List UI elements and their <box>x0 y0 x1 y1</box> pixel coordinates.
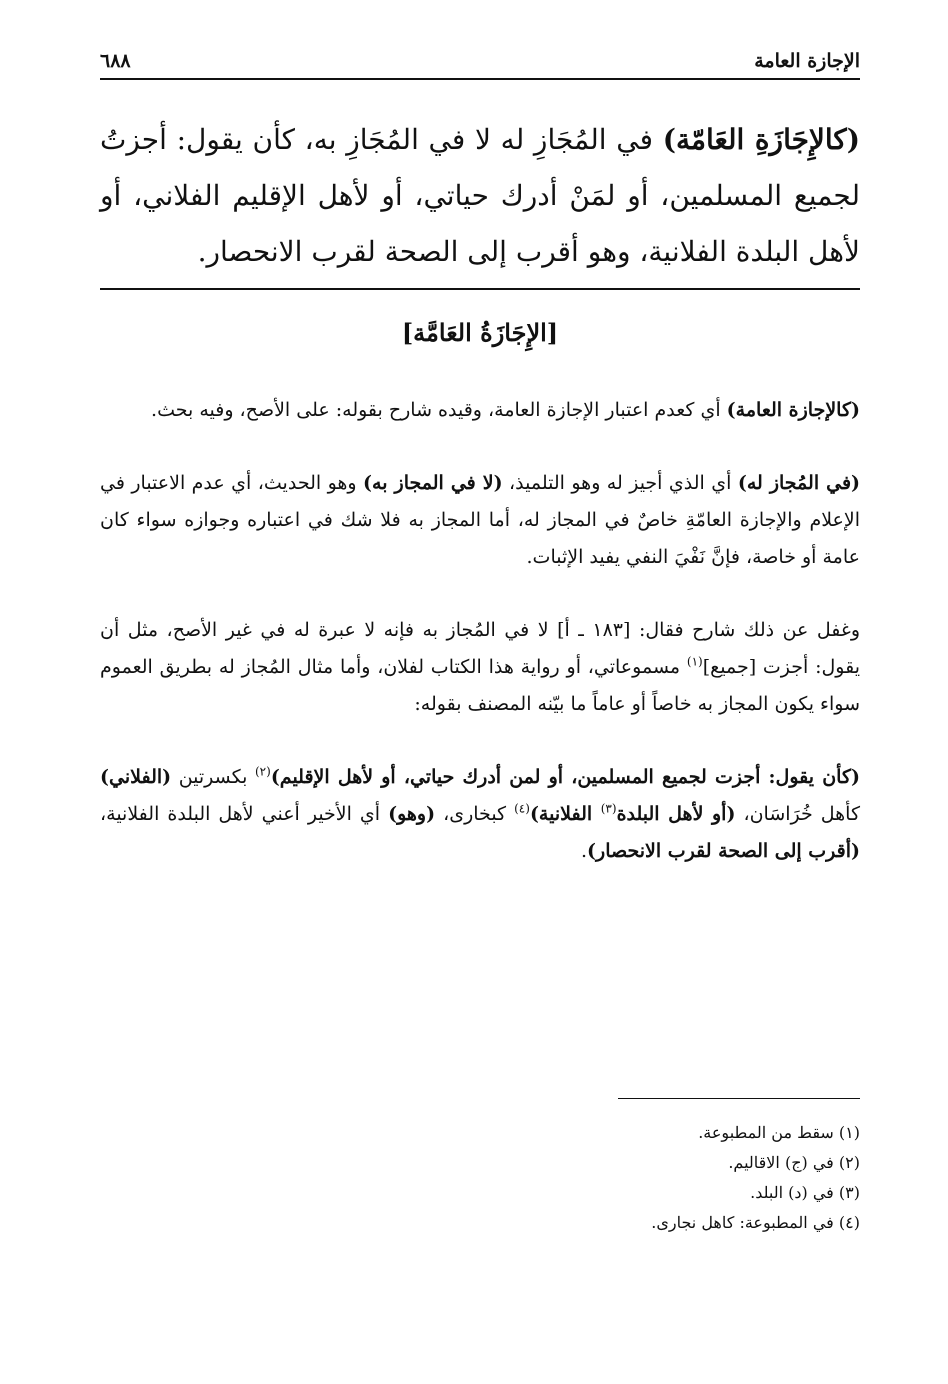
section-title: [الإِجَازَةُ العَامَّة] <box>401 318 559 347</box>
footnote: (٢) في (ج) الاقاليم. <box>728 1153 860 1172</box>
footnote-divider <box>618 1098 860 1099</box>
commentary-text: كبخارى، <box>435 803 515 825</box>
commentary-text: أي كعدم اعتبار الإجازة العامة، وقيده شارح بقوله: على الأصح، وفيه بحث. <box>151 399 727 421</box>
quoted-matn: (الفلاني) <box>100 766 172 788</box>
footnote-ref: (٢) <box>254 764 271 779</box>
footnotes <box>100 1118 860 1238</box>
sharh-paragraph-4 <box>100 759 860 870</box>
running-head <box>100 44 860 80</box>
sharh-paragraph-3 <box>100 612 860 723</box>
commentary-text: مسموعاتي، أو رواية هذا الكتاب لفلان، وأما مثال المُجاز له بطريق العموم سواء يكون المجاز به خاصاً أو عاماً ما بيّنه المصنف بقوله: <box>100 656 860 715</box>
commentary-text: . <box>581 840 588 862</box>
quoted-matn: (كالإجازة العامة) <box>726 399 860 421</box>
page-number: ٦٨٨ <box>100 50 131 72</box>
footnote: (١) سقط من المطبوعة. <box>698 1123 860 1142</box>
matn-body: في المُجَازِ له لا في المُجَازِ به، كأن يقول: أجزتُ لجميع المسلمين، أو لمَنْ أدرك حياتي، أو لأهل الإقليم الفلاني، أو لأهل البلدة الفلانية، وهو أقرب إلى الصحة لقرب الانحصار. <box>100 123 860 268</box>
commentary-text: وهو الحديث، أي عدم الاعتبار في الإعلام والإجازة العامّةِ خاصٌ في المجاز له، أما المجاز به فلا شك في اعتباره وجوازه سواء كان عامة أو خاصة، فإنَّ نَفْيَ النفي يفيد الإثبات. <box>100 472 860 568</box>
commentary-text: أي الذي أجيز له وهو التلميذ، <box>502 472 738 494</box>
sharh-paragraph-2 <box>100 465 860 576</box>
quoted-matn: (وهو) <box>388 803 436 825</box>
sharh-commentary <box>100 392 860 894</box>
footnote: (٣) في (د) البلد. <box>750 1183 860 1202</box>
commentary-text: كأهل خُرَاسَان، <box>735 803 860 825</box>
commentary-text: وغفل عن ذلك شارح فقال: [١٨٣ ـ أ] لا في المُجاز به فإنه لا عبرة له في غير الأصح، مثل أن يقول: أجزت [جميع] <box>100 619 861 678</box>
footnote: (٤) في المطبوعة: كاهل نجارى. <box>651 1213 860 1232</box>
footnote-ref: (٤) <box>514 801 530 816</box>
commentary-text: بكسرتين <box>171 766 255 788</box>
footnote-ref: (٣) <box>600 801 617 816</box>
quoted-matn: (كأن يقول: أجزت لجميع المسلمين، أو لمن أدرك حياتي، أو لأهل الإقليم) <box>270 766 860 788</box>
quoted-matn: (أقرب إلى الصحة لقرب الانحصار) <box>587 840 860 862</box>
quoted-matn: (أو لأهل البلدة <box>616 803 736 825</box>
commentary-text: أي الأخير أعني لأهل البلدة الفلانية، <box>100 803 389 825</box>
matn-divider <box>100 288 860 290</box>
quoted-matn: الفلانية) <box>529 803 601 825</box>
matn-text <box>100 112 860 280</box>
running-title: الإجازة العامة <box>754 50 860 72</box>
quoted-matn: (في المُجاز له) <box>737 472 861 494</box>
sharh-paragraph-1 <box>100 392 860 429</box>
matn-bold: (كالإِجَازَةِ العَامّة) <box>662 123 860 156</box>
footnote-ref: (١) <box>686 654 703 669</box>
quoted-matn: (لا في المجاز به) <box>363 472 503 494</box>
